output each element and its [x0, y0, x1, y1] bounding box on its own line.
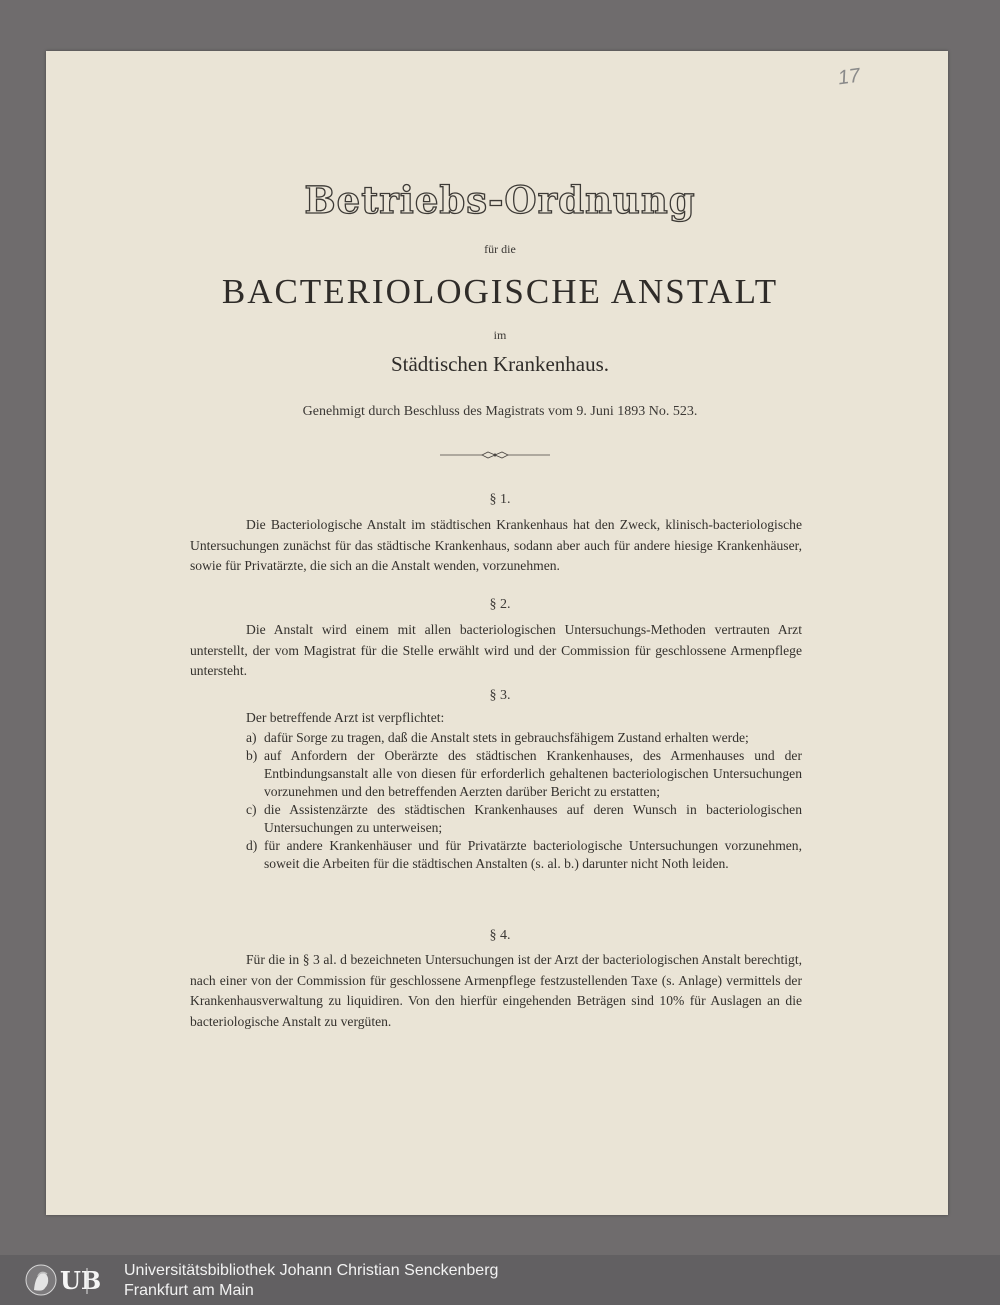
section-1-mark: § 1.	[489, 492, 511, 507]
list-item-mark: d)	[246, 838, 258, 853]
list-item-mark: a)	[246, 730, 257, 745]
list-item	[246, 837, 802, 873]
footer-bar	[0, 1255, 1000, 1305]
footer-line-2: Frankfurt am Main	[124, 1282, 254, 1299]
section-2-text: Die Anstalt wird einem mit allen bacteriologischen Untersuchungs-Methoden vertrauten Arzt unterstellt, der vom Magistrat für die Stelle erwählt wird und der Commission für geschlossene Armenpflege untersteht.	[190, 622, 802, 678]
section-4-mark: § 4.	[489, 928, 511, 943]
fuer-die-text: für die	[484, 242, 516, 256]
list-item	[246, 801, 802, 837]
section-4-text: Für die in § 3 al. d bezeichneten Untersuchungen ist der Arzt der bacteriologischen Anstalt berechtigt, nach einer von der Commission für geschlossene Armenpflege festzustellenden Taxe (s. Anlage) vermittels der Krankenhausverwaltung zu liquidiren. Von den hierfür eingehenden Beträgen sind 10% für Auslagen an die bacteriologische Anstalt zu vergüten.	[190, 952, 802, 1029]
footer-line-1: Universitätsbibliothek Johann Christian Senckenberg	[124, 1262, 499, 1279]
list-item-text: für andere Krankenhäuser und für Privatärzte bacteriologische Untersuchungen vorzunehmen, soweit die Arbeiten für die städtischen Anstalten (s. al. b.) darunter nicht Noth leiden.	[264, 838, 802, 871]
list-item-text: die Assistenzärzte des städtischen Krankenhauses auf deren Wunsch in bacteriologischen Untersuchungen zu unterweisen;	[264, 802, 802, 835]
list-item-text: dafür Sorge zu tragen, daß die Anstalt stets in gebrauchsfähigem Zustand erhalten werde;	[264, 730, 749, 745]
list-item-mark: c)	[246, 802, 257, 817]
ornament-divider	[440, 449, 550, 461]
institution-title: BACTERIOLOGISCHE ANSTALT	[221, 272, 779, 311]
approval-line: Genehmigt durch Beschluss des Magistrats vom 9. Juni 1893 No. 523.	[302, 404, 698, 419]
document-title: Betriebs-Ordnung	[304, 178, 696, 222]
section-3-list	[246, 729, 802, 873]
place-title: Städtischen Krankenhaus.	[390, 352, 610, 376]
list-item-text: auf Anfordern der Oberärzte des städtischen Krankenhauses, des Armenhauses und der Entbindungsanstalt alle von diesen für erforderlich gehaltenen bacteriologischen Untersuchungen vorzunehmen und den betreffenden Aerzten darüber Bericht zu erstatten;	[264, 748, 802, 799]
section-3-mark: § 3.	[489, 688, 511, 703]
section-2-mark: § 2.	[489, 597, 511, 612]
list-item	[246, 729, 802, 747]
im-text: im	[493, 328, 507, 342]
list-item-mark: b)	[246, 748, 258, 763]
list-item	[246, 747, 802, 801]
section-1-text: Die Bacteriologische Anstalt im städtischen Krankenhaus hat den Zweck, klinisch-bacteriologische Untersuchungen zunächst für das städtische Krankenhaus, sodann aber auch für andere hiesige Krankenhäuser, sowie für Privatärzte, die sich an die Anstalt wenden, vorzunehmen.	[190, 517, 802, 573]
section-3-intro: Der betreffende Arzt ist verpflichtet:	[246, 710, 445, 725]
library-logo[interactable]	[24, 1262, 116, 1298]
page-number: 17	[836, 64, 862, 90]
logo-text: UB	[60, 1266, 102, 1295]
